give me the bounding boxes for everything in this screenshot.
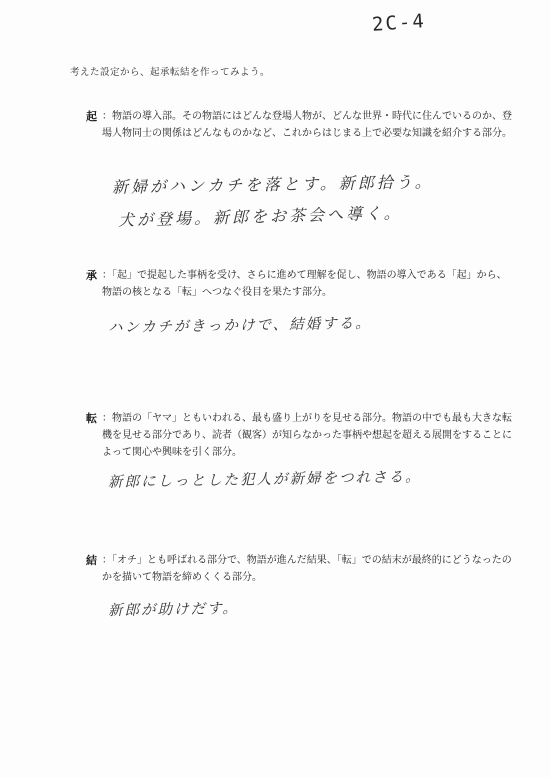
answer-sho-line-1: ハンカチがきっかけで、結婚する。 [107,315,372,337]
page-id-handwritten: 2C-4 [371,10,427,36]
section-description: ：物語の導入部。その物語にはどんな登場人物が、どんな世界・時代に住んでいるのか、登場人物同士の関係はどんなものかなど、これからはじまる上で必要な知識を紹介する部分。 [102,111,512,139]
section-ketsu [86,552,516,586]
section-ten [86,410,516,461]
section-sho [86,267,516,301]
section-label: 結 [86,554,97,567]
section-ki [86,108,516,142]
section-description: ：物語の「ヤマ」ともいわれる、最も盛り上がりを見せる部分。物語の中でも最も大きな転機を見せる部分であり、読者（観客）が知らなかった事柄や想起を超える展開をすることによって関心や興味を引く部分。 [102,413,512,458]
section-label: 起 [86,110,97,123]
section-description: ：「オチ」とも呼ばれる部分で、物語が進んだ結果、「転」での結末が最終的にどうなったのかを描いて物語を締めくくる部分。 [102,555,512,583]
answer-ten-line-1: 新郎にしっとした犯人が新婦をつれさる。 [107,469,422,491]
answer-ketsu-line-1: 新郎が助けだす。 [107,600,239,620]
section-label: 承 [86,269,97,282]
answer-ki-line-1: 新婦がハンカチを落とす。新郎拾う。 [111,172,434,197]
instruction-text: 考えた設定から、起承転結を作ってみよう。 [70,67,271,78]
section-description: ：「起」で提起した事柄を受け、さらに進めて理解を促し、物語の導入である「起」から、物語の核となる「転」へつなぐ役目を果たす部分。 [102,270,507,298]
answer-ki-line-2: 犬が登場。新郎をお茶会へ導く。 [117,203,403,230]
section-label: 転 [86,412,97,425]
